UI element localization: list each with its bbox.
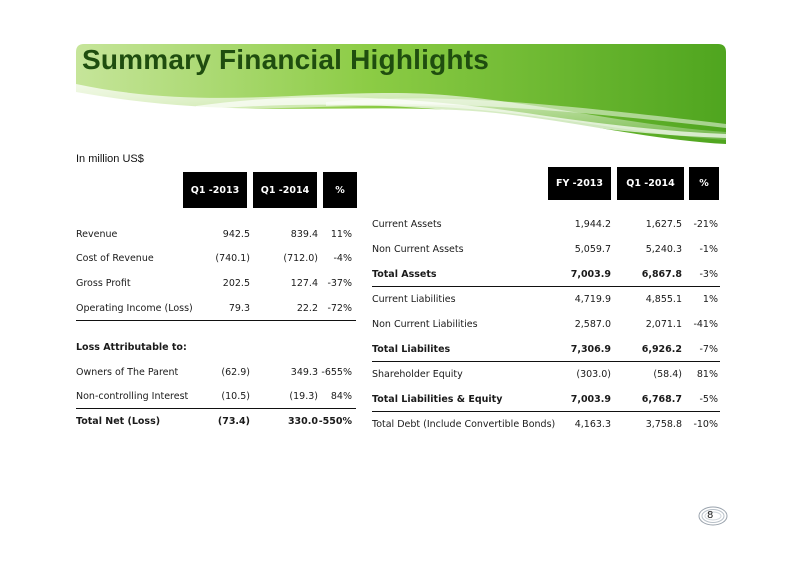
value-q1-2014: 22.2: [296, 303, 318, 314]
value-q1-2014: 1,627.5: [645, 219, 682, 230]
value-pct: -41%: [693, 319, 718, 330]
value-pct: -72%: [327, 303, 352, 314]
row-label: Total Assets: [372, 269, 437, 280]
value-q1-2014: 349.3: [290, 367, 318, 378]
table-divider: [76, 408, 356, 409]
value-q1-2014: 6,867.8: [641, 269, 682, 280]
table-row: [372, 218, 720, 232]
value-q1-2014: (712.0): [283, 253, 318, 264]
value-q1-2013: 202.5: [222, 278, 250, 289]
value-q1-2014: (58.4): [653, 369, 682, 380]
page-number-badge: [698, 505, 728, 527]
row-label: Current Liabilities: [372, 294, 456, 305]
table-row: [76, 228, 356, 242]
table-row: [372, 293, 720, 307]
table-row: [76, 252, 356, 266]
section-heading: Loss Attributable to:: [76, 342, 187, 353]
row-label: Shareholder Equity: [372, 369, 463, 380]
value-pct: 84%: [330, 391, 352, 402]
value-fy-2013: 7,306.9: [570, 344, 611, 355]
left-header-pct: %: [323, 172, 357, 208]
row-label: Non Current Liabilities: [372, 319, 478, 330]
value-q1-2014: 3,758.8: [645, 419, 682, 430]
row-label: Operating Income (Loss): [76, 303, 193, 314]
right-header-pct: %: [689, 167, 719, 200]
value-q1-2014: 127.4: [290, 278, 318, 289]
page-number: 8: [707, 510, 714, 521]
value-pct: -21%: [693, 219, 718, 230]
value-q1-2013: 942.5: [222, 229, 250, 240]
value-q1-2013: (10.5): [221, 391, 250, 402]
value-pct: -4%: [333, 253, 352, 264]
value-pct: -655%: [321, 367, 352, 378]
value-pct: 81%: [696, 369, 718, 380]
right-header-q1-2014: Q1 -2014: [617, 167, 684, 200]
table-row: [372, 318, 720, 332]
value-q1-2014: (19.3): [289, 391, 318, 402]
row-label: Total Liabilites: [372, 344, 451, 355]
value-q1-2013: (73.4): [217, 416, 250, 427]
table-divider: [372, 411, 720, 412]
value-pct: 11%: [330, 229, 352, 240]
value-q1-2014: 839.4: [290, 229, 318, 240]
value-q1-2014: 5,240.3: [645, 244, 682, 255]
value-q1-2014: 330.0: [287, 416, 318, 427]
table-row: [76, 415, 356, 429]
table-row: [372, 418, 720, 432]
page-title: Summary Financial Highlights: [82, 44, 490, 75]
value-pct: -3%: [699, 269, 718, 280]
table-row: [76, 366, 356, 380]
value-fy-2013: 4,163.3: [574, 419, 611, 430]
value-pct: 1%: [702, 294, 718, 305]
value-q1-2014: 6,768.7: [641, 394, 682, 405]
row-label: Total Liabilities & Equity: [372, 394, 503, 405]
value-q1-2013: (62.9): [221, 367, 250, 378]
value-pct: -550%: [318, 416, 352, 427]
row-label: Total Net (Loss): [76, 416, 161, 427]
value-pct: -7%: [699, 344, 718, 355]
value-fy-2013: 7,003.9: [570, 394, 611, 405]
value-fy-2013: 2,587.0: [574, 319, 611, 330]
table-row: [372, 368, 720, 382]
value-q1-2014: 4,855.1: [645, 294, 682, 305]
table-row: [372, 343, 720, 357]
value-fy-2013: (303.0): [576, 369, 611, 380]
value-pct: -37%: [327, 278, 352, 289]
value-pct: -10%: [693, 419, 718, 430]
table-row: [372, 268, 720, 282]
table-divider: [372, 286, 720, 287]
value-pct: -1%: [699, 244, 718, 255]
left-header-q1-2013: Q1 -2013: [183, 172, 247, 208]
table-row: [372, 243, 720, 257]
value-q1-2014: 2,071.1: [645, 319, 682, 330]
value-pct: -5%: [699, 394, 718, 405]
row-label: Gross Profit: [76, 278, 131, 289]
table-divider: [372, 361, 720, 362]
table-row: [76, 341, 356, 355]
right-header-fy-2013: FY -2013: [548, 167, 611, 200]
value-q1-2013: 79.3: [228, 303, 250, 314]
value-fy-2013: 5,059.7: [574, 244, 611, 255]
table-row: [76, 277, 356, 291]
table-row: [372, 393, 720, 407]
value-fy-2013: 7,003.9: [570, 269, 611, 280]
value-q1-2014: 6,926.2: [641, 344, 682, 355]
row-label: Non Current Assets: [372, 244, 464, 255]
left-header-q1-2014: Q1 -2014: [253, 172, 317, 208]
value-fy-2013: 1,944.2: [574, 219, 611, 230]
table-divider: [76, 320, 356, 321]
row-label: Total Debt (Include Convertible Bonds): [372, 419, 556, 430]
unit-note: In million US$: [76, 153, 144, 165]
table-row: [76, 390, 356, 404]
row-label: Non-controlling Interest: [76, 391, 189, 402]
value-q1-2013: (740.1): [215, 253, 250, 264]
row-label: Owners of The Parent: [76, 367, 179, 378]
row-label: Revenue: [76, 229, 118, 240]
value-fy-2013: 4,719.9: [574, 294, 611, 305]
row-label: Current Assets: [372, 219, 442, 230]
table-row: [76, 302, 356, 316]
row-label: Cost of Revenue: [76, 253, 154, 264]
